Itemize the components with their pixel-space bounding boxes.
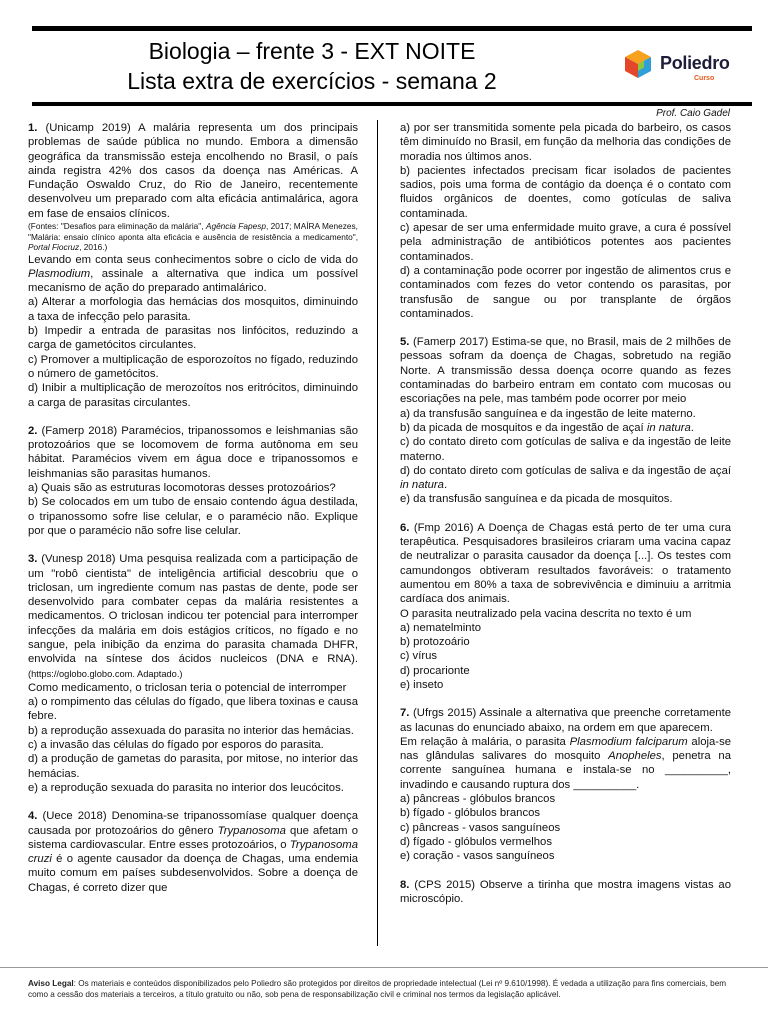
- alternative-d: d) Inibir a multiplicação de merozoítos nos eritrócitos, diminuindo a carga de parasitas circulantes.: [28, 382, 358, 409]
- alternative-c: c) Promover a multiplicação de esporozoítos no fígado, reduzindo o número de gametócitos.: [28, 353, 358, 380]
- question-6: [400, 521, 731, 693]
- question-5: [400, 335, 731, 507]
- alternative-d: d) a contaminação pode ocorrer por ingestão de alimentos crus e contaminados com fezes do vetor contendo os parasitas, por transfusão de sangue ou por transplante de órgãos contaminados.: [400, 264, 731, 320]
- question-8: [400, 878, 731, 907]
- alternative-c: c) vírus: [400, 650, 438, 663]
- logo-text: Poliedro: [660, 53, 730, 73]
- top-rule: [32, 26, 752, 31]
- author: Prof. Caio Gadel: [656, 108, 730, 119]
- legal-text: : Os materiais e conteúdos disponibilizados pelo Poliedro são protegidos por direitos de propriedade intelectual (Lei nº 9.610/1998). É vedada a utilização para fins comerciais, bem como a cessão dos materiais a terceiros, a título gratuito ou não, sob pena de responsabilização civil e criminal nos termos da legislação aplicável.: [28, 979, 727, 999]
- left-column: [28, 121, 358, 909]
- alternative-b: b) a reprodução assexuada do parasita no interior das hemácias.: [28, 724, 354, 737]
- alternative-c: c) do contato direto com gotículas de saliva e da ingestão de leite materno.: [400, 436, 731, 463]
- question-stem: Levando em conta seus conhecimentos sobre o ciclo de vida do Plasmodium, assinale a alternativa que indica um possível mecanismo de ação do preparado antimalárico.: [28, 253, 358, 295]
- alternative-d: d) fígado - glóbulos vermelhos: [400, 835, 552, 848]
- alternative-c: c) a invasão das células do fígado por esporos do parasita.: [28, 739, 324, 752]
- alternative-b: b) da picada de mosquitos e da ingestão de açaí in natura.: [400, 421, 694, 434]
- question-number: 6.: [400, 521, 410, 534]
- logo-subtext: Curso: [694, 75, 715, 82]
- footer-rule: [0, 967, 768, 968]
- question-text: (Famerp 2017) Estima-se que, no Brasil, mais de 2 milhões de pessoas sofram da doença de Chagas, sobretudo na região Norte. A transmissão dessa doença ocorre quando as fezes contaminadas do barbeiro entram em contato com mucosas ou escoriações na pele, mas também pode ocorrer por meio: [400, 336, 731, 406]
- question-source: (https://oglobo.globo.com. Adaptado.): [28, 668, 183, 679]
- alternative-b: b) Impedir a entrada de parasitas nos linfócitos, reduzindo a carga de gametócitos circulantes.: [28, 325, 358, 352]
- alternative-b: b) protozoário: [400, 636, 470, 649]
- item-b: b) Se colocados em um tubo de ensaio contendo água destilada, o tripanossomo sofre lise celular, e o paramécio não. Explique por que o paramécio não sofre lise celular.: [28, 496, 358, 537]
- alternative-a: a) Alterar a morfologia das hemácias dos mosquitos, diminuindo a taxa de infecção pelo parasita.: [28, 296, 358, 323]
- question-text: (Unicamp 2019) A malária representa um dos principais problemas de saúde pública no mundo. Embora a dimensão geográfica da transmissão esteja encolhendo no Brasil, o país ainda registra 42% dos casos da doença nas Américas. A Fundação Oswaldo Cruz, do Rio de Janeiro, recentemente desenvolveu um preparado com alta eficácia antimalárica, agora em fase de ensaios clínicos.: [28, 122, 358, 220]
- question-1: [28, 121, 358, 410]
- question-number: 8.: [400, 878, 410, 891]
- question-text: (CPS 2015) Observe a tirinha que mostra imagens vistas ao microscópio.: [400, 878, 731, 905]
- alternative-b: b) pacientes infectados precisam ficar isolados de pacientes sadios, pois uma forma de contágio da doença é o contato com fluidos orgânicos de doentes, como gotículas de saliva contaminada.: [400, 164, 731, 220]
- question-7: [400, 706, 731, 863]
- question-4-alternatives: [400, 121, 731, 321]
- alternative-e: e) da transfusão sanguínea e da picada de mosquitos.: [400, 493, 673, 506]
- alternative-a: a) pâncreas - glóbulos brancos: [400, 793, 556, 806]
- column-divider: [377, 120, 378, 946]
- alternative-a: a) o rompimento das células do fígado, que libera toxinas e causa febre.: [28, 696, 358, 723]
- poliedro-logo: [622, 48, 732, 88]
- alternative-d: d) a produção de gametas do parasita, por mitose, no interior das hemácias.: [28, 753, 358, 780]
- question-text: (Fmp 2016) A Doença de Chagas está perto de ter uma cura terapêutica. Pesquisadores brasileiros criaram uma vacina capaz de neutralizar o parasita causador da doença [...]. Os testes com camundongos obtiveram resultados favoráveis: o tratamento aumentou em 80% a taxa de sobrevivência e diminuiu a arritmia cardíaca dos animais.: [400, 521, 731, 606]
- question-number: 4.: [28, 810, 38, 823]
- question-number: 3.: [28, 553, 38, 566]
- legal-notice: [28, 978, 743, 1000]
- alternative-b: b) fígado - glóbulos brancos: [400, 807, 541, 820]
- question-text: (Vunesp 2018) Uma pesquisa realizada com a participação de um "robô cientista" de inteligência artificial descobriu que o triclosan, um ingrediente comum nas pastas de dente, pode ser desenvolvido para combater cepas da malária resistentes a medicamentos. O triclosan indicou ter potencial para interromper infecções da malária em dois estágios críticos, no fígado e no sangue, pela inibição da enzima do parasita chamada DHFR, envolvida na síntese dos ácidos nucleicos (DNA e RNA).: [28, 553, 358, 666]
- question-number: 2.: [28, 424, 38, 437]
- cube-logo-icon: [622, 48, 654, 80]
- question-source: (Fontes: "Desafios para eliminação da malária", Agência Fapesp, 2017; MAÍRA Menezes, "Malária: ensaio clínico aponta alta eficácia e ausência de resistência a medicamento", Portal Fiocruz, 2016.): [28, 221, 358, 253]
- alternative-e: e) coração - vasos sanguíneos: [400, 850, 555, 863]
- item-a: a) Quais são as estruturas locomotoras desses protozoários?: [28, 482, 336, 495]
- title-line-1: Biologia – frente 3 - EXT NOITE: [148, 38, 476, 64]
- page-title: [32, 36, 592, 96]
- alternative-c: c) apesar de ser uma enfermidade muito grave, a cura é possível pela administração de antibióticos potentes aos pacientes contaminados.: [400, 222, 731, 263]
- header-rule: [32, 102, 752, 106]
- question-text: (Ufrgs 2015) Assinale a alternativa que preenche corretamente as lacunas do enunciado abaixo, na ordem em que aparecem.: [400, 707, 731, 734]
- question-number: 5.: [400, 336, 410, 349]
- question-4: 4. (Uece 2018) Denomina-se tripanossomíase qualquer doença causada por protozoários do gênero Trypanosoma que afetam o sistema cardiovascular. Entre esses protozoários, o Trypanosoma cruzi é o agente causador da doença de Chagas, uma endemia muito comum em países subdesenvolvidos. Sobre a doença de Chagas, é correto dizer que: [28, 810, 359, 894]
- alternative-c: c) pâncreas - vasos sanguíneos: [400, 821, 561, 834]
- question-3: [28, 552, 358, 795]
- alternative-e: e) a reprodução sexuada do parasita no interior dos leucócitos.: [28, 781, 344, 794]
- alternative-d: d) do contato direto com gotículas de saliva e da ingestão de açaí in natura.: [400, 464, 731, 492]
- question-number: 1.: [28, 122, 38, 134]
- alternative-e: e) inseto: [400, 678, 444, 691]
- question-stem: Como medicamento, o triclosan teria o potencial de interromper: [28, 681, 347, 694]
- question-stem: Em relação à malária, o parasita Plasmodium falciparum aloja-se nas glândulas salivares do mosquito Anopheles, penetra na corrente sanguínea humana e instala-se no __________, invadindo e causando ruptura dos __________.: [400, 735, 731, 791]
- question-text: (Famerp 2018) Paramécios, tripanossomos e leishmanias são protozoários que se locomovem de forma autônoma em seu hábitat. Paramécios vivem em água doce e tripanossomos e leishmanias são parasitas humanos.: [28, 424, 358, 480]
- alternative-a: a) da transfusão sanguínea e da ingestão de leite materno.: [400, 407, 696, 420]
- legal-label: Aviso Legal: [28, 979, 74, 988]
- question-number: 7.: [400, 707, 410, 720]
- alternative-a: a) por ser transmitida somente pela picada do barbeiro, os casos têm diminuído no Brasil, em função da melhoria das condições de moradia nos últimos anos.: [400, 122, 731, 163]
- title-line-2: Lista extra de exercícios - semana 2: [127, 68, 497, 94]
- alternative-a: a) nematelminto: [400, 621, 481, 634]
- right-column: [400, 121, 731, 920]
- alternative-d: d) procarionte: [400, 664, 470, 677]
- question-stem: O parasita neutralizado pela vacina descrita no texto é um: [400, 607, 692, 620]
- question-2: [28, 424, 358, 538]
